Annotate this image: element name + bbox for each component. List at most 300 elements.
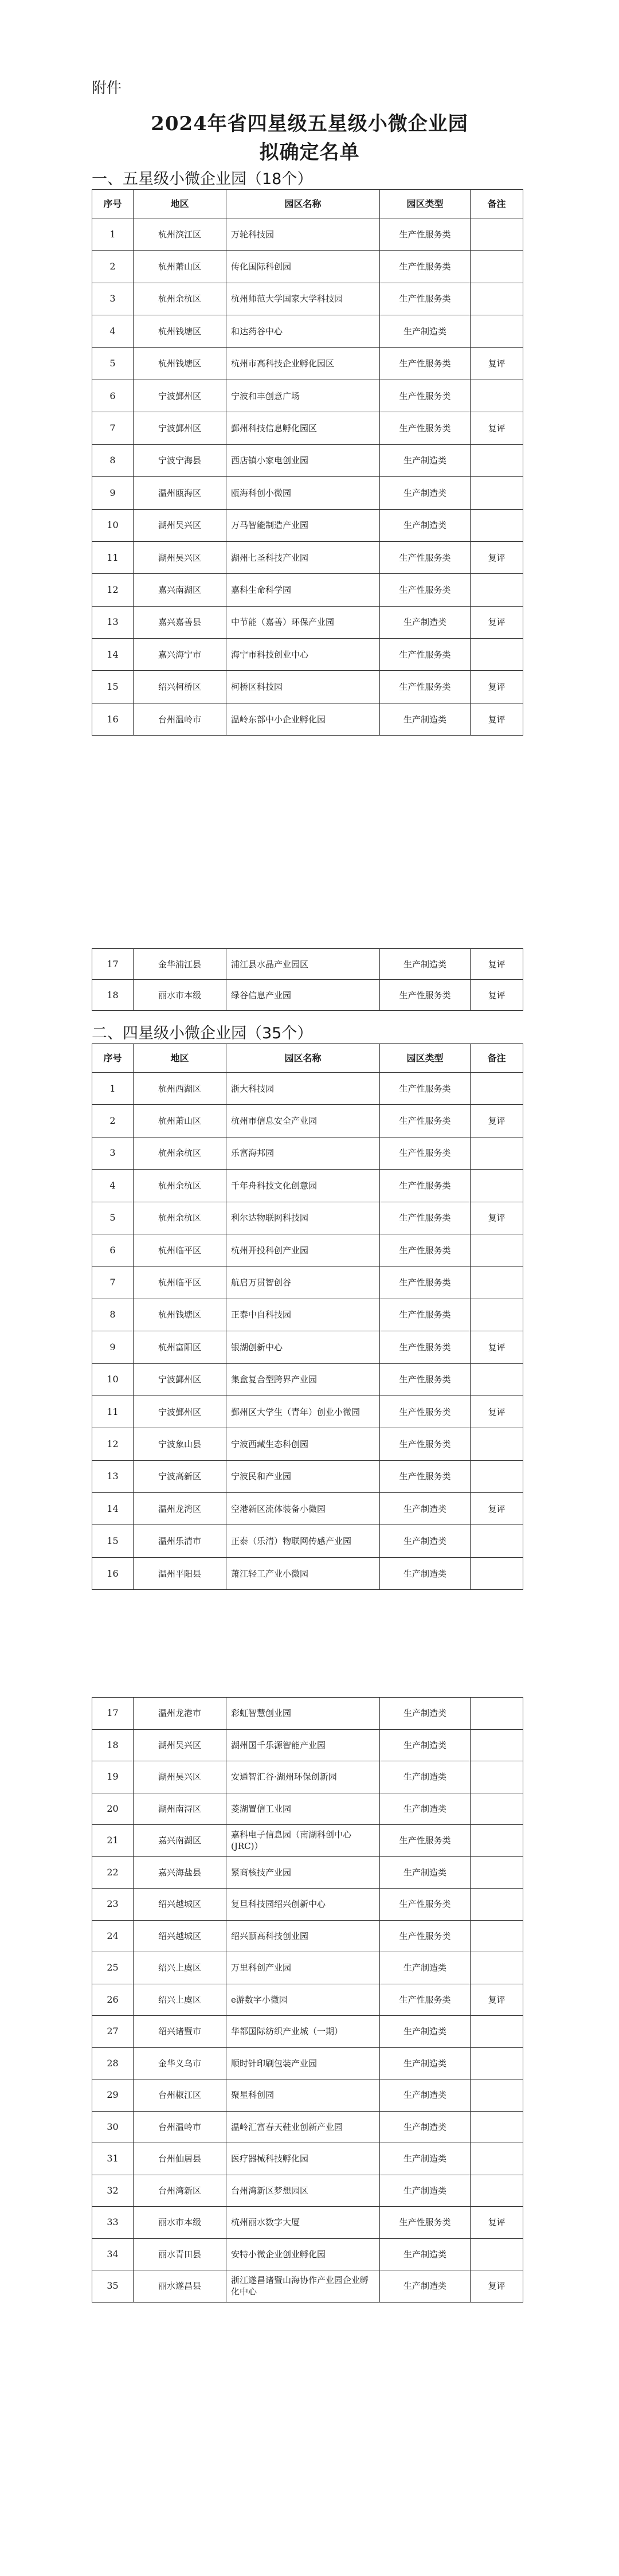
cell-no: 29 bbox=[92, 2079, 134, 2112]
cell-note bbox=[471, 1889, 523, 1921]
cell-type: 生产性服务类 bbox=[380, 1137, 471, 1169]
table-header-row bbox=[92, 190, 523, 218]
cell-note: 复评 bbox=[471, 1202, 523, 1234]
cell-no: 6 bbox=[92, 380, 134, 412]
cell-note bbox=[471, 1073, 523, 1105]
cell-name: 瓯海科创小微园 bbox=[226, 477, 380, 509]
cell-area: 温州乐清市 bbox=[134, 1525, 226, 1557]
table-row bbox=[92, 1460, 523, 1492]
cell-no: 10 bbox=[92, 509, 134, 541]
cell-type: 生产制造类 bbox=[380, 1761, 471, 1793]
cell-area: 嘉兴南湖区 bbox=[134, 1825, 226, 1857]
table-row bbox=[92, 1331, 523, 1363]
cell-type: 生产性服务类 bbox=[380, 283, 471, 315]
table-row bbox=[92, 1525, 523, 1557]
table-row bbox=[92, 315, 523, 347]
cell-type: 生产性服务类 bbox=[380, 1234, 471, 1266]
table-row bbox=[92, 1137, 523, 1169]
cell-area: 金华浦江县 bbox=[134, 949, 226, 980]
cell-no: 27 bbox=[92, 2016, 134, 2048]
column-header-name: 园区名称 bbox=[226, 1044, 380, 1073]
cell-area: 杭州临平区 bbox=[134, 1234, 226, 1266]
cell-note: 复评 bbox=[471, 412, 523, 444]
cell-no: 2 bbox=[92, 251, 134, 283]
column-header-type: 园区类型 bbox=[380, 1044, 471, 1073]
cell-name: 万里科创产业园 bbox=[226, 1952, 380, 1984]
cell-name: 台州湾新区梦想园区 bbox=[226, 2175, 380, 2207]
table-row bbox=[92, 1073, 523, 1105]
cell-note bbox=[471, 1460, 523, 1492]
cell-note bbox=[471, 2111, 523, 2143]
cell-type: 生产制造类 bbox=[380, 1698, 471, 1730]
document-subtitle: 拟确定名单 bbox=[259, 141, 360, 164]
column-header-note: 备注 bbox=[471, 190, 523, 218]
cell-no: 10 bbox=[92, 1363, 134, 1396]
cell-area: 绍兴柯桥区 bbox=[134, 671, 226, 703]
cell-area: 杭州钱塘区 bbox=[134, 315, 226, 347]
cell-type: 生产性服务类 bbox=[380, 1105, 471, 1137]
cell-type: 生产性服务类 bbox=[380, 1428, 471, 1460]
cell-area: 湖州吴兴区 bbox=[134, 509, 226, 541]
cell-area: 杭州萧山区 bbox=[134, 1105, 226, 1137]
cell-no: 25 bbox=[92, 1952, 134, 1984]
cell-area: 杭州余杭区 bbox=[134, 283, 226, 315]
cell-area: 嘉兴嘉善县 bbox=[134, 606, 226, 638]
cell-type: 生产性服务类 bbox=[380, 2207, 471, 2239]
cell-area: 绍兴诸暨市 bbox=[134, 2016, 226, 2048]
four-star-table-continued bbox=[92, 1697, 523, 2303]
cell-name: 菱湖置信工业园 bbox=[226, 1793, 380, 1825]
cell-type: 生产制造类 bbox=[380, 2175, 471, 2207]
cell-type: 生产制造类 bbox=[380, 2143, 471, 2175]
cell-type: 生产性服务类 bbox=[380, 380, 471, 412]
cell-name: 绿谷信息产业园 bbox=[226, 980, 380, 1011]
cell-no: 24 bbox=[92, 1920, 134, 1952]
cell-no: 5 bbox=[92, 347, 134, 380]
cell-area: 嘉兴海盐县 bbox=[134, 1856, 226, 1889]
cell-type: 生产制造类 bbox=[380, 2016, 471, 2048]
cell-name: 鄞州科技信息孵化园区 bbox=[226, 412, 380, 444]
cell-note: 复评 bbox=[471, 980, 523, 1011]
cell-type: 生产性服务类 bbox=[380, 671, 471, 703]
cell-no: 8 bbox=[92, 1299, 134, 1331]
cell-area: 绍兴上虞区 bbox=[134, 1952, 226, 1984]
cell-no: 1 bbox=[92, 218, 134, 251]
column-header-area: 地区 bbox=[134, 1044, 226, 1073]
cell-type: 生产制造类 bbox=[380, 509, 471, 541]
cell-note: 复评 bbox=[471, 1984, 523, 2016]
cell-no: 14 bbox=[92, 1493, 134, 1525]
cell-no: 22 bbox=[92, 1856, 134, 1889]
document-title: 2024年省四星级五星级小微企业园 bbox=[151, 112, 468, 135]
cell-area: 嘉兴南湖区 bbox=[134, 574, 226, 606]
cell-note: 复评 bbox=[471, 606, 523, 638]
cell-no: 32 bbox=[92, 2175, 134, 2207]
cell-name: 浙江遂昌诸暨山海协作产业园企业孵化中心 bbox=[226, 2270, 380, 2303]
cell-no: 9 bbox=[92, 477, 134, 509]
table-row bbox=[92, 541, 523, 573]
column-header-name: 园区名称 bbox=[226, 190, 380, 218]
cell-type: 生产性服务类 bbox=[380, 1266, 471, 1299]
cell-area: 宁波宁海县 bbox=[134, 444, 226, 476]
cell-area: 温州瓯海区 bbox=[134, 477, 226, 509]
cell-note bbox=[471, 2079, 523, 2112]
column-header-note: 备注 bbox=[471, 1044, 523, 1073]
cell-name: 中节能（嘉善）环保产业园 bbox=[226, 606, 380, 638]
cell-area: 丽水青田县 bbox=[134, 2238, 226, 2270]
cell-name: 浙大科技园 bbox=[226, 1073, 380, 1105]
cell-area: 宁波鄞州区 bbox=[134, 1363, 226, 1396]
cell-no: 15 bbox=[92, 1525, 134, 1557]
cell-note bbox=[471, 283, 523, 315]
cell-name: 正泰（乐清）物联网传感产业园 bbox=[226, 1525, 380, 1557]
table-row bbox=[92, 1428, 523, 1460]
cell-type: 生产性服务类 bbox=[380, 574, 471, 606]
column-header-type: 园区类型 bbox=[380, 190, 471, 218]
cell-type: 生产性服务类 bbox=[380, 1170, 471, 1202]
cell-type: 生产制造类 bbox=[380, 703, 471, 735]
cell-area: 杭州富阳区 bbox=[134, 1331, 226, 1363]
cell-area: 杭州余杭区 bbox=[134, 1170, 226, 1202]
cell-note bbox=[471, 574, 523, 606]
cell-type: 生产制造类 bbox=[380, 2270, 471, 2303]
table-row bbox=[92, 283, 523, 315]
cell-name: 安通智汇谷·湖州环保创新园 bbox=[226, 1761, 380, 1793]
cell-note bbox=[471, 1698, 523, 1730]
cell-note: 复评 bbox=[471, 347, 523, 380]
cell-name: 萧江轻工产业小微园 bbox=[226, 1557, 380, 1589]
cell-name: 乐富海邦园 bbox=[226, 1137, 380, 1169]
cell-note bbox=[471, 2143, 523, 2175]
cell-no: 7 bbox=[92, 1266, 134, 1299]
cell-type: 生产性服务类 bbox=[380, 1202, 471, 1234]
cell-note bbox=[471, 1557, 523, 1589]
table-row bbox=[92, 1266, 523, 1299]
cell-type: 生产制造类 bbox=[380, 1729, 471, 1761]
cell-name: 千年舟科技文化创意园 bbox=[226, 1170, 380, 1202]
cell-name: 医疗器械科技孵化园 bbox=[226, 2143, 380, 2175]
table-row bbox=[92, 1889, 523, 1921]
cell-no: 17 bbox=[92, 949, 134, 980]
cell-no: 30 bbox=[92, 2111, 134, 2143]
table-row bbox=[92, 1825, 523, 1857]
cell-note bbox=[471, 1793, 523, 1825]
cell-note bbox=[471, 2175, 523, 2207]
cell-name: 杭州开投科创产业园 bbox=[226, 1234, 380, 1266]
cell-area: 杭州萧山区 bbox=[134, 251, 226, 283]
cell-name: 杭州市信息安全产业园 bbox=[226, 1105, 380, 1137]
cell-type: 生产性服务类 bbox=[380, 1460, 471, 1492]
cell-name: 杭州市高科技企业孵化园区 bbox=[226, 347, 380, 380]
cell-no: 9 bbox=[92, 1331, 134, 1363]
cell-name: 宁波和丰创意广场 bbox=[226, 380, 380, 412]
cell-name: 正泰中自科技园 bbox=[226, 1299, 380, 1331]
cell-area: 台州湾新区 bbox=[134, 2175, 226, 2207]
cell-type: 生产性服务类 bbox=[380, 347, 471, 380]
cell-note bbox=[471, 1363, 523, 1396]
cell-name: 万轮科技园 bbox=[226, 218, 380, 251]
table-row bbox=[92, 444, 523, 476]
cell-area: 湖州南浔区 bbox=[134, 1793, 226, 1825]
cell-note bbox=[471, 1428, 523, 1460]
table-row bbox=[92, 1493, 523, 1525]
cell-name: 万马智能制造产业园 bbox=[226, 509, 380, 541]
table-row bbox=[92, 251, 523, 283]
cell-area: 台州温岭市 bbox=[134, 703, 226, 735]
cell-note bbox=[471, 251, 523, 283]
cell-name: 杭州师范大学国家大学科技园 bbox=[226, 283, 380, 315]
table-row bbox=[92, 639, 523, 671]
column-header-no: 序号 bbox=[92, 1044, 134, 1073]
cell-area: 杭州钱塘区 bbox=[134, 347, 226, 380]
table-row bbox=[92, 980, 523, 1011]
table-row bbox=[92, 1105, 523, 1137]
table-row bbox=[92, 412, 523, 444]
table-row bbox=[92, 606, 523, 638]
cell-name: 顺时针印刷包装产业园 bbox=[226, 2047, 380, 2079]
cell-name: 温岭东部中小企业孵化园 bbox=[226, 703, 380, 735]
cell-no: 23 bbox=[92, 1889, 134, 1921]
cell-name: 湖州国千乐源智能产业园 bbox=[226, 1729, 380, 1761]
cell-note bbox=[471, 1137, 523, 1169]
table-row bbox=[92, 509, 523, 541]
cell-area: 温州平阳县 bbox=[134, 1557, 226, 1589]
cell-area: 杭州余杭区 bbox=[134, 1137, 226, 1169]
table-row bbox=[92, 949, 523, 980]
cell-name: 利尔达物联网科技园 bbox=[226, 1202, 380, 1234]
cell-name: 杭州丽水数字大厦 bbox=[226, 2207, 380, 2239]
table-row bbox=[92, 218, 523, 251]
table-row bbox=[92, 1299, 523, 1331]
cell-note: 复评 bbox=[471, 671, 523, 703]
table-row bbox=[92, 2143, 523, 2175]
cell-area: 宁波鄞州区 bbox=[134, 380, 226, 412]
cell-type: 生产性服务类 bbox=[380, 980, 471, 1011]
cell-type: 生产制造类 bbox=[380, 606, 471, 638]
attachment-label: 附件 bbox=[92, 80, 122, 97]
cell-no: 7 bbox=[92, 412, 134, 444]
cell-no: 4 bbox=[92, 1170, 134, 1202]
four-star-table bbox=[92, 1043, 523, 1590]
cell-type: 生产制造类 bbox=[380, 315, 471, 347]
table-row bbox=[92, 574, 523, 606]
cell-area: 湖州吴兴区 bbox=[134, 1729, 226, 1761]
cell-area: 丽水市本级 bbox=[134, 980, 226, 1011]
cell-name: 温岭汇富春天鞋业创新产业园 bbox=[226, 2111, 380, 2143]
cell-note: 复评 bbox=[471, 2270, 523, 2303]
cell-note bbox=[471, 2238, 523, 2270]
table-row bbox=[92, 2207, 523, 2239]
cell-note bbox=[471, 1299, 523, 1331]
table-row bbox=[92, 1729, 523, 1761]
cell-no: 35 bbox=[92, 2270, 134, 2303]
cell-no: 12 bbox=[92, 1428, 134, 1460]
table-row bbox=[92, 671, 523, 703]
cell-no: 14 bbox=[92, 639, 134, 671]
cell-no: 18 bbox=[92, 1729, 134, 1761]
cell-no: 21 bbox=[92, 1825, 134, 1857]
cell-no: 16 bbox=[92, 703, 134, 735]
cell-area: 湖州吴兴区 bbox=[134, 541, 226, 573]
cell-name: 华都国际纺织产业城（一期） bbox=[226, 2016, 380, 2048]
table-row bbox=[92, 1202, 523, 1234]
column-header-no: 序号 bbox=[92, 190, 134, 218]
cell-no: 17 bbox=[92, 1698, 134, 1730]
cell-area: 温州龙港市 bbox=[134, 1698, 226, 1730]
cell-type: 生产制造类 bbox=[380, 1493, 471, 1525]
cell-no: 12 bbox=[92, 574, 134, 606]
cell-note bbox=[471, 639, 523, 671]
cell-note bbox=[471, 1729, 523, 1761]
table-row bbox=[92, 1984, 523, 2016]
cell-note: 复评 bbox=[471, 1331, 523, 1363]
cell-name: 空港新区流体装备小微园 bbox=[226, 1493, 380, 1525]
cell-no: 3 bbox=[92, 283, 134, 315]
cell-note bbox=[471, 477, 523, 509]
cell-name: 银湖创新中心 bbox=[226, 1331, 380, 1363]
cell-no: 34 bbox=[92, 2238, 134, 2270]
cell-no: 11 bbox=[92, 541, 134, 573]
cell-note bbox=[471, 315, 523, 347]
cell-type: 生产性服务类 bbox=[380, 1396, 471, 1428]
cell-type: 生产性服务类 bbox=[380, 1889, 471, 1921]
cell-area: 杭州余杭区 bbox=[134, 1202, 226, 1234]
cell-area: 宁波象山县 bbox=[134, 1428, 226, 1460]
cell-name: 彩虹智慧创业园 bbox=[226, 1698, 380, 1730]
cell-no: 4 bbox=[92, 315, 134, 347]
cell-area: 湖州吴兴区 bbox=[134, 1761, 226, 1793]
table-row bbox=[92, 703, 523, 735]
cell-area: 绍兴上虞区 bbox=[134, 1984, 226, 2016]
table-row bbox=[92, 2079, 523, 2112]
column-header-area: 地区 bbox=[134, 190, 226, 218]
cell-note bbox=[471, 1825, 523, 1857]
cell-area: 杭州滨江区 bbox=[134, 218, 226, 251]
cell-area: 台州椒江区 bbox=[134, 2079, 226, 2112]
cell-note bbox=[471, 509, 523, 541]
five-star-table-continued bbox=[92, 948, 523, 1011]
cell-note bbox=[471, 1761, 523, 1793]
table-row bbox=[92, 1396, 523, 1428]
cell-note: 复评 bbox=[471, 541, 523, 573]
table-row bbox=[92, 2016, 523, 2048]
cell-name: 西店镇小家电创业园 bbox=[226, 444, 380, 476]
table-row bbox=[92, 1698, 523, 1730]
cell-name: 和达药谷中心 bbox=[226, 315, 380, 347]
cell-type: 生产制造类 bbox=[380, 2047, 471, 2079]
cell-area: 台州仙居县 bbox=[134, 2143, 226, 2175]
table-row bbox=[92, 1920, 523, 1952]
cell-area: 绍兴越城区 bbox=[134, 1920, 226, 1952]
cell-name: e游数字小微园 bbox=[226, 1984, 380, 2016]
cell-area: 杭州钱塘区 bbox=[134, 1299, 226, 1331]
cell-note bbox=[471, 1170, 523, 1202]
cell-no: 11 bbox=[92, 1396, 134, 1428]
table-row bbox=[92, 2175, 523, 2207]
cell-note: 复评 bbox=[471, 2207, 523, 2239]
cell-name: 绍兴颐高科技创业园 bbox=[226, 1920, 380, 1952]
cell-no: 19 bbox=[92, 1761, 134, 1793]
cell-note bbox=[471, 1234, 523, 1266]
cell-name: 紧商核技产业园 bbox=[226, 1856, 380, 1889]
cell-no: 13 bbox=[92, 606, 134, 638]
cell-note bbox=[471, 1266, 523, 1299]
table-header-row bbox=[92, 1044, 523, 1073]
cell-no: 15 bbox=[92, 671, 134, 703]
cell-no: 26 bbox=[92, 1984, 134, 2016]
cell-note: 复评 bbox=[471, 703, 523, 735]
cell-area: 台州温岭市 bbox=[134, 2111, 226, 2143]
cell-type: 生产制造类 bbox=[380, 2111, 471, 2143]
five-star-table bbox=[92, 189, 523, 736]
cell-name: 传化国际科创园 bbox=[226, 251, 380, 283]
cell-name: 聚星科创园 bbox=[226, 2079, 380, 2112]
cell-type: 生产制造类 bbox=[380, 444, 471, 476]
cell-no: 3 bbox=[92, 1137, 134, 1169]
cell-type: 生产性服务类 bbox=[380, 251, 471, 283]
cell-note: 复评 bbox=[471, 1105, 523, 1137]
table-row bbox=[92, 2270, 523, 2303]
cell-type: 生产制造类 bbox=[380, 1856, 471, 1889]
cell-type: 生产制造类 bbox=[380, 1525, 471, 1557]
cell-note bbox=[471, 380, 523, 412]
cell-area: 金华义乌市 bbox=[134, 2047, 226, 2079]
cell-no: 33 bbox=[92, 2207, 134, 2239]
table-row bbox=[92, 1234, 523, 1266]
cell-name: 宁波西藏生态科创园 bbox=[226, 1428, 380, 1460]
table-row bbox=[92, 1761, 523, 1793]
cell-type: 生产制造类 bbox=[380, 1557, 471, 1589]
cell-no: 18 bbox=[92, 980, 134, 1011]
cell-no: 8 bbox=[92, 444, 134, 476]
table-row bbox=[92, 1856, 523, 1889]
cell-name: 嘉科电子信息园（南湖科创中心(JRC)） bbox=[226, 1825, 380, 1857]
cell-note bbox=[471, 1952, 523, 1984]
cell-type: 生产性服务类 bbox=[380, 541, 471, 573]
cell-type: 生产性服务类 bbox=[380, 1984, 471, 2016]
cell-name: 浦江县水晶产业园区 bbox=[226, 949, 380, 980]
cell-type: 生产性服务类 bbox=[380, 218, 471, 251]
cell-no: 31 bbox=[92, 2143, 134, 2175]
cell-type: 生产制造类 bbox=[380, 1793, 471, 1825]
section-four-star-heading: 二、四星级小微企业园（35个） bbox=[92, 1025, 313, 1042]
cell-name: 安特小微企业创业孵化园 bbox=[226, 2238, 380, 2270]
cell-name: 嘉科生命科学园 bbox=[226, 574, 380, 606]
cell-note: 复评 bbox=[471, 1493, 523, 1525]
cell-no: 6 bbox=[92, 1234, 134, 1266]
cell-type: 生产制造类 bbox=[380, 1952, 471, 1984]
cell-no: 16 bbox=[92, 1557, 134, 1589]
cell-area: 宁波鄞州区 bbox=[134, 1396, 226, 1428]
table-row bbox=[92, 2238, 523, 2270]
table-row bbox=[92, 1363, 523, 1396]
cell-type: 生产性服务类 bbox=[380, 639, 471, 671]
cell-note bbox=[471, 1920, 523, 1952]
cell-no: 20 bbox=[92, 1793, 134, 1825]
cell-area: 杭州西湖区 bbox=[134, 1073, 226, 1105]
table-row bbox=[92, 2047, 523, 2079]
cell-area: 丽水市本级 bbox=[134, 2207, 226, 2239]
cell-no: 2 bbox=[92, 1105, 134, 1137]
table-row bbox=[92, 2111, 523, 2143]
cell-type: 生产制造类 bbox=[380, 2079, 471, 2112]
cell-type: 生产性服务类 bbox=[380, 1920, 471, 1952]
cell-note bbox=[471, 1856, 523, 1889]
cell-name: 宁波民和产业园 bbox=[226, 1460, 380, 1492]
cell-type: 生产性服务类 bbox=[380, 1331, 471, 1363]
cell-type: 生产制造类 bbox=[380, 477, 471, 509]
cell-name: 海宁市科技创业中心 bbox=[226, 639, 380, 671]
